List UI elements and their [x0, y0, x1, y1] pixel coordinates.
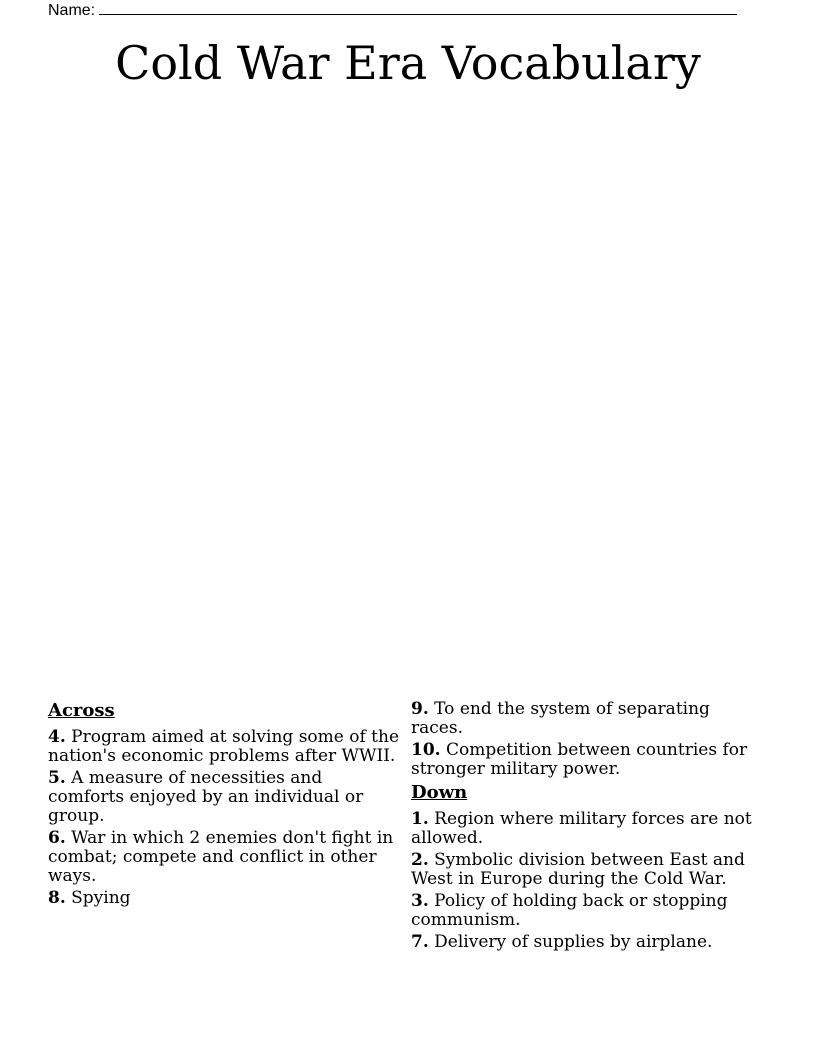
- clues-right-column: [411, 700, 761, 955]
- clue-number: 2.: [411, 850, 429, 870]
- clues-left-column: [48, 700, 402, 911]
- clue-number: 6.: [48, 828, 66, 848]
- page-title: Cold War Era Vocabulary: [115, 36, 701, 90]
- clue-number: 1.: [411, 809, 429, 829]
- clue-down-2: [411, 851, 761, 889]
- clue-text: Competition between countries for stronger military power.: [411, 740, 748, 779]
- clue-number: 3.: [411, 891, 429, 911]
- clue-text: A measure of necessities and comforts enjoyed by an individual or group.: [48, 768, 364, 826]
- clue-down-1: [411, 810, 761, 848]
- clue-text: Spying: [71, 888, 131, 908]
- clue-text: Symbolic division between East and West in Europe during the Cold War.: [411, 850, 745, 889]
- clue-number: 10.: [411, 740, 441, 760]
- clue-text: Region where military forces are not allowed.: [411, 809, 752, 848]
- clue-down-3: [411, 892, 761, 930]
- name-field: [48, 0, 748, 20]
- clue-number: 4.: [48, 727, 66, 747]
- clue-across-4: [48, 728, 402, 766]
- crossword-grid-area: [48, 110, 768, 690]
- clue-number: 9.: [411, 699, 429, 719]
- clue-text: To end the system of separating races.: [411, 699, 710, 738]
- clue-number: 7.: [411, 932, 429, 952]
- clue-across-8: [48, 889, 402, 908]
- clue-text: Delivery of supplies by airplane.: [434, 932, 713, 952]
- name-label: Name:: [48, 2, 96, 19]
- clue-text: Policy of holding back or stopping communism.: [411, 891, 728, 930]
- clue-text: Program aimed at solving some of the nation's economic problems after WWII.: [48, 727, 400, 766]
- down-heading: Down: [411, 782, 468, 803]
- clue-across-10: [411, 741, 761, 779]
- clue-across-9: [411, 700, 761, 738]
- clue-number: 5.: [48, 768, 66, 788]
- clue-across-5: [48, 769, 402, 826]
- clue-down-7: [411, 933, 761, 952]
- across-heading: Across: [48, 700, 115, 721]
- clue-across-6: [48, 829, 402, 886]
- clue-text: War in which 2 enemies don't fight in combat; compete and conflict in other ways.: [48, 828, 394, 886]
- clue-number: 8.: [48, 888, 66, 908]
- name-blank-line[interactable]: [99, 0, 737, 15]
